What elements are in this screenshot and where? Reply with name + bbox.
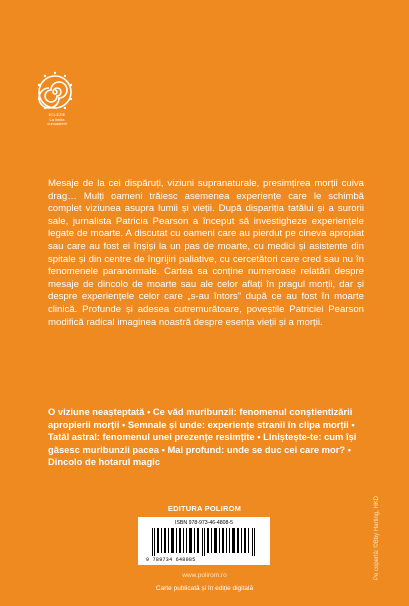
publisher-website[interactable]: www.polirom.ro (182, 572, 227, 579)
description-text: Mesaje de la cei dispăruți, viziuni supranaturale, presimțirea morții cuiva drag… Mulți oameni trăiesc asemenea experiențe care le schimbă complet viziunea asupra lumii și vieții. După dispariția tatălui și a surorii sale, jurnalista Patricia Pearson a început să investigheze experiențele legate de moarte. A discutat cu oameni care au pierdut pe cineva apropiat sau care au fost ei înșiși la un pas de moarte, cu medici și asistente din spitale și din centre de îngrijiri paliative, cu cercetători care cred sau nu în fenomenele paranormale. Cartea sa conține numeroase relatări despre mesaje de dincolo de moarte sau ale celor aflați în pragul morții, dar și despre experiențele celor care „s-au întors” după ce au fost în moarte clinică. Profunde și adesea cutremurătoare, poveștile Patriciei Pearson modifică radical imaginea noastră despre esența vieții și a morții. (48, 178, 364, 328)
chapter-list-text: O viziune neașteptată • Ce văd muribunzii: fenomenul conștientizării apropierii morții • Semnale și unde: experiențe stranii în clipa morții • Tatăl astral: fenomenul unei prezențe resimțite • Liniștește-te: cum își găsesc muribunzii pacea • Mai profund: unde se duc cei care mor? • Dincolo de hotarul magic (48, 406, 357, 468)
collection-line-2: La limita (49, 116, 65, 122)
collection-line-3: cunoașterii (47, 121, 67, 126)
collection-line-1: ECLEZIE (48, 112, 66, 117)
barcode-number: 9 789734 648085 (146, 557, 196, 563)
isbn-label: ISBN 978-973-46-4808-5 (175, 520, 233, 526)
cover-photo-credit: Pe copertă: ©Bby Harting, HKD (374, 495, 380, 580)
barcode-block (138, 517, 270, 565)
book-description (48, 178, 364, 329)
chapter-list (48, 406, 368, 469)
barcode-icon (152, 528, 256, 556)
digital-edition-note: Carte publicată și în ediție digitală (155, 585, 254, 592)
publisher-name: EDITURA POLIROM (167, 504, 242, 513)
spiral-seal-icon (35, 70, 75, 114)
collection-name (44, 113, 70, 127)
